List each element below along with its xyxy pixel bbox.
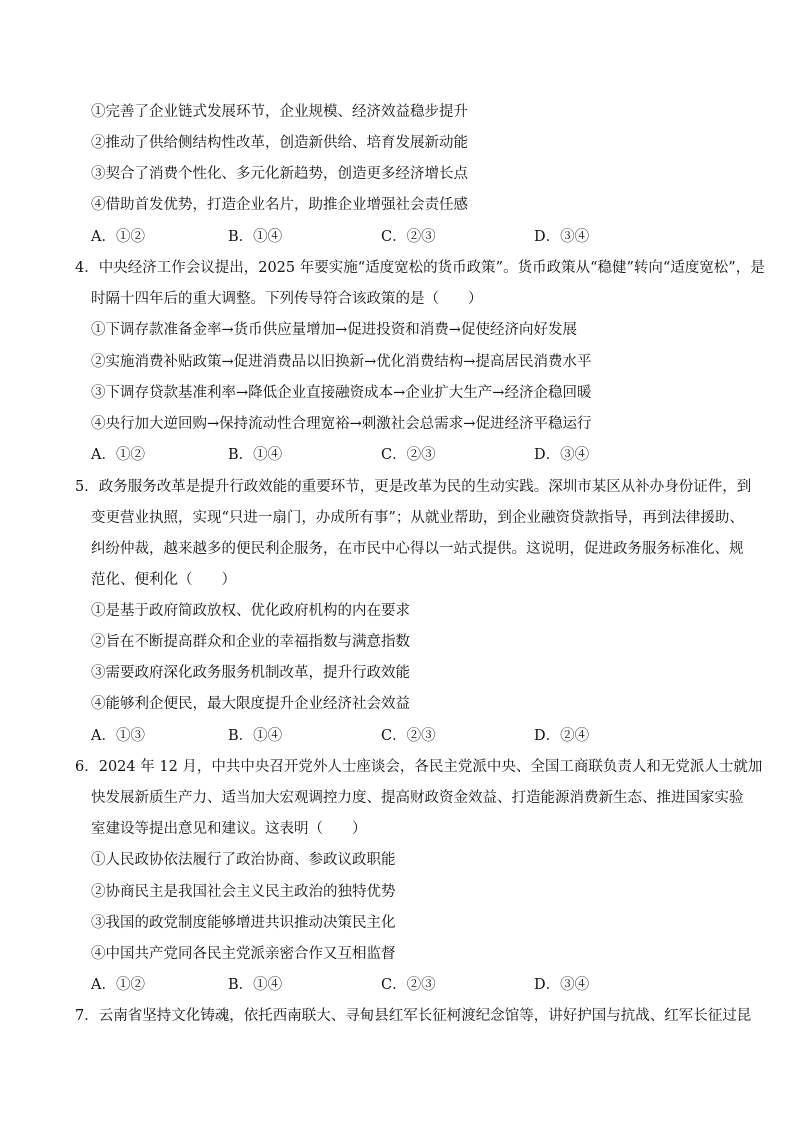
q5-option-2: ②旨在不断提高群众和企业的幸福指数与满意指数	[91, 634, 410, 650]
q5-choice-b: B．①④	[228, 728, 283, 744]
q4-choice-d: D．③④	[534, 447, 590, 463]
q6-choice-c: C．②③	[381, 977, 436, 993]
q4-option-3: ③下调存贷款基准利率→降低企业直接融资成本→企业扩大生产→经济企稳回暖	[91, 385, 592, 401]
q6-stem-line-2: 快发展新质生产力、适当加大宏观调控力度、提高财政资金效益、打造能源消费新生态、推进国家实验	[91, 790, 744, 806]
q5-stem-line-2: 变更营业执照，实现“只进一扇门，办成所有事”；从就业帮助，到企业融资贷款指导，再到法律援助、	[91, 510, 744, 526]
q5-choice-a: A．①③	[91, 728, 145, 744]
q6-stem-text-1: 2024 年 12 月，中共中央召开党外人士座谈会，各民主党派中央、全国工商联负责人和无党派人士就加	[98, 759, 763, 775]
q6-option-3: ③我国的政党制度能够增进共识推动决策民主化	[91, 915, 396, 931]
q6-option-2: ②协商民主是我国社会主义民主政治的独特优势	[91, 884, 396, 900]
q5-number: 5．	[75, 479, 99, 495]
q7-stem-text-1: 云南省坚持文化铸魂，依托西南联大、寻甸县红军长征柯渡纪念馆等，讲好护国与抗战、红军长征过昆	[98, 1008, 752, 1024]
q4-stem-line-1	[75, 258, 765, 278]
q3-choice-c: C．②③	[381, 229, 436, 245]
q3-option-1: ①完善了企业链式发展环节，企业规模、经济效益稳步提升	[91, 104, 468, 120]
q5-choice-d: D．②④	[534, 728, 590, 744]
q4-option-1: ①下调存款准备金率→货币供应量增加→促进投资和消费→促使经济向好发展	[91, 322, 577, 338]
q4-choice-c: C．②③	[381, 447, 436, 463]
q3-option-2: ②推动了供给侧结构性改革，创造新供给、培育发展新动能	[91, 135, 468, 151]
q5-stem-line-3: 纠纷仲裁，越来越多的便民利企服务，在市民中心得以一站式提供。这说明，促进政务服务标准化、规	[91, 541, 744, 557]
q6-stem-line-1	[75, 757, 762, 777]
q5-option-4: ④能够利企便民，最大限度提升企业经济社会效益	[91, 696, 410, 712]
q5-option-3: ③需要政府深化政务服务机制改革，提升行政效能	[91, 665, 410, 681]
q3-option-3: ③契合了消费个性化、多元化新趋势，创造更多经济增长点	[91, 166, 468, 182]
q4-choice-a: A．①②	[91, 447, 145, 463]
q6-choice-d: D．③④	[534, 977, 590, 993]
q3-choice-d: D．③④	[534, 229, 590, 245]
q5-option-1: ①是基于政府简政放权、优化政府机构的内在要求	[91, 603, 410, 619]
q6-option-1: ①人民政协依法履行了政治协商、参政议政职能	[91, 852, 396, 868]
q4-stem-line-2: 时隔十四年后的重大调整。下列传导符合该政策的是（ ）	[91, 291, 483, 307]
q6-choice-a: A．①②	[91, 977, 145, 993]
q5-choice-c: C．②③	[381, 728, 436, 744]
q5-stem-line-1	[75, 477, 751, 497]
q4-option-4: ④央行加大逆回购→保持流动性合理宽裕→刺激社会总需求→促进经济平稳运行	[91, 416, 592, 432]
q4-choice-b: B．①④	[228, 447, 283, 463]
q6-choice-b: B．①④	[228, 977, 283, 993]
q3-option-4: ④借助首发优势，打造企业名片，助推企业增强社会责任感	[91, 197, 468, 213]
q7-number: 7．	[75, 1008, 99, 1024]
q6-option-4: ④中国共产党同各民主党派亲密合作又互相监督	[91, 946, 396, 962]
q3-choice-b: B．①④	[228, 229, 283, 245]
q4-number: 4．	[75, 260, 99, 276]
q3-choice-a: A．①②	[91, 229, 145, 245]
q4-stem-text-1: 中央经济工作会议提出，2025 年要实施“适度宽松的货币政策”。货币政策从“稳健”转向“适度宽松”，是	[98, 260, 765, 276]
q6-number: 6．	[75, 759, 99, 775]
q6-stem-line-3: 室建设等提出意见和建议。这表明（ ）	[91, 821, 367, 837]
q4-option-2: ②实施消费补贴政策→促进消费品以旧换新→优化消费结构→提高居民消费水平	[91, 354, 592, 370]
q5-stem-text-1: 政务服务改革是提升行政效能的重要环节，更是改革为民的生动实践。深圳市某区从补办身份证件，到	[98, 479, 752, 495]
q5-stem-line-4: 范化、便利化（ ）	[91, 572, 236, 588]
q7-stem-line-1	[75, 1006, 751, 1026]
